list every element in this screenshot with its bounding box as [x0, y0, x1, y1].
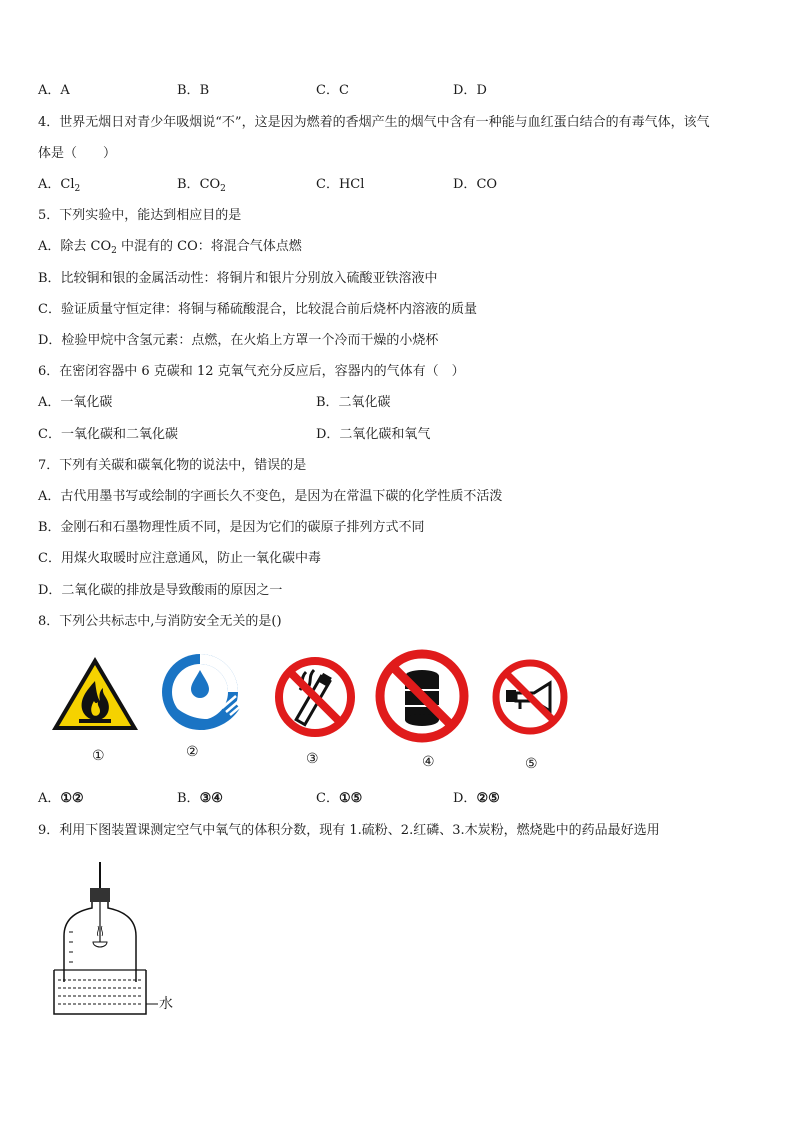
- q4-stem-line1: 4．世界无烟日对青少年吸烟说“不”，这是因为燃着的香烟产生的烟气中含有一种能与血红蛋白结合的有毒气体，该气: [38, 115, 710, 130]
- q3-option-b: B．B: [177, 83, 210, 98]
- water-label: 水: [159, 996, 173, 1012]
- q6-option-c: C．一氧化碳和二氧化碳: [38, 427, 178, 442]
- q4-stem-line2: 体是（ ）: [38, 146, 117, 161]
- no-smoking-sign-icon: [272, 654, 358, 740]
- q8-option-c: C．①⑤: [316, 791, 363, 806]
- q8-option-a: A．①②: [38, 791, 84, 806]
- q8-option-b: B．③④: [177, 791, 223, 806]
- q6-stem: 6．在密闭容器中 6 克碳和 12 克氧气充分反应后，容器内的气体有（ ）: [38, 364, 465, 379]
- sign-label-4: ④: [422, 754, 435, 770]
- q8-stem: 8．下列公共标志中,与消防安全无关的是(): [38, 614, 282, 629]
- sign-label-1: ①: [92, 748, 105, 764]
- flammable-warning-sign-icon: [50, 655, 140, 732]
- q7-option-b: B．金刚石和石墨物理性质不同，是因为它们的碳原子排列方式不同: [38, 520, 425, 535]
- no-barrel-storage-sign-icon: [374, 648, 470, 744]
- q4-option-c: C．HCl: [316, 177, 365, 192]
- q5-stem: 5．下列实验中，能达到相应目的是: [38, 208, 242, 223]
- q4-option-d: D．CO: [453, 177, 498, 192]
- q6-option-b: B．二氧化碳: [316, 395, 391, 410]
- q4-option-b: B．$CO_2$: [177, 177, 226, 194]
- q9-stem: 9．利用下图装置课测定空气中氧气的体积分数，现有 1.硫粉、2.红磷、3.木炭粉，燃烧匙中的药品最好选用: [38, 823, 660, 838]
- q5-option-a: A．除去 $CO_2$ 中混有的 CO：将混合气体点燃: [38, 239, 302, 256]
- q7-option-c: C．用煤火取暖时应注意通风，防止一氧化碳中毒: [38, 551, 321, 566]
- q6-option-a: A．一氧化碳: [38, 395, 113, 410]
- sign-label-5: ⑤: [525, 756, 538, 772]
- q3-option-c: C．C: [316, 83, 349, 98]
- q8-option-d: D．②⑤: [453, 791, 500, 806]
- sign-label-3: ③: [306, 751, 319, 767]
- sign-label-2: ②: [186, 744, 199, 760]
- q7-option-d: D．二氧化碳的排放是导致酸雨的原因之一: [38, 583, 283, 598]
- q3-option-d: D．D: [453, 83, 487, 98]
- q6-option-d: D．二氧化碳和氧气: [316, 427, 431, 442]
- q5-option-d: D．检验甲烷中含氢元素：点燃，在火焰上方罩一个冷而干燥的小烧杯: [38, 333, 439, 348]
- q7-stem: 7．下列有关碳和碳氧化物的说法中，错误的是: [38, 458, 307, 473]
- q5-option-c: C．验证质量守恒定律：将铜与稀硫酸混合，比较混合前后烧杯内溶液的质量: [38, 302, 477, 317]
- q7-option-a: A．古代用墨书写或绘制的字画长久不变色，是因为在常温下碳的化学性质不活泼: [38, 489, 503, 504]
- water-saving-sign-icon: [160, 652, 246, 738]
- q4-option-a: A．$Cl_2$: [38, 177, 81, 194]
- bell-jar-apparatus-diagram: [50, 860, 170, 1020]
- q5-option-b: B．比较铜和银的金属活动性：将铜片和银片分别放入硫酸亚铁溶液中: [38, 271, 438, 286]
- no-horn-sign-icon: [490, 657, 570, 737]
- q3-option-a: A．A: [38, 83, 70, 98]
